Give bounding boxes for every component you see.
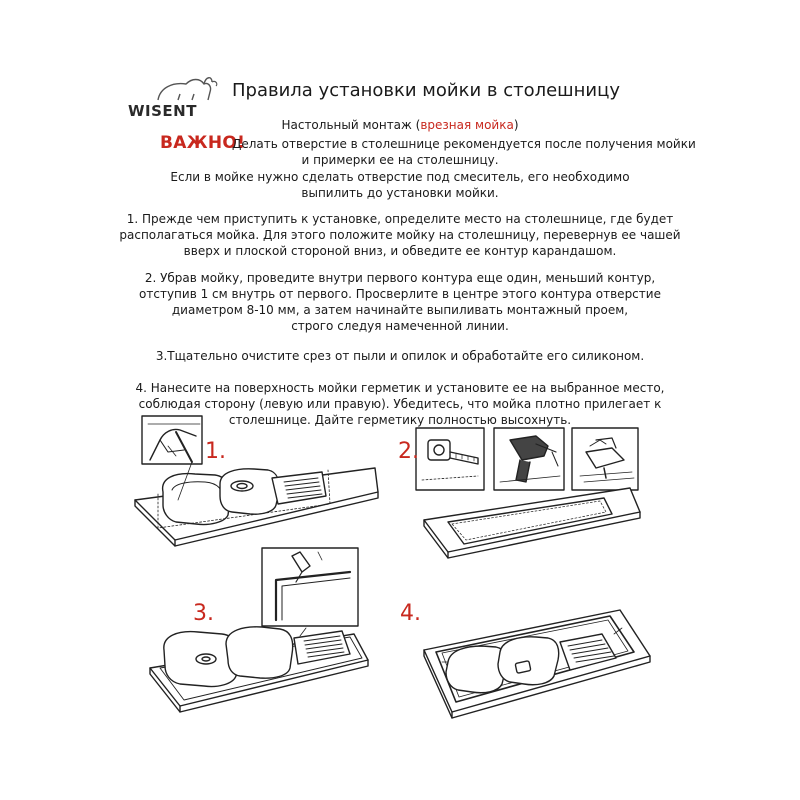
step-2-line-3: диаметром 8-10 мм, а затем начинайте выпиливать монтажный проем, — [171, 303, 629, 317]
figure-3-label: 3. — [193, 601, 214, 626]
page-title: Правила установки мойки в столешницу — [232, 80, 621, 101]
important-label: ВАЖНО! — [160, 133, 246, 153]
step-2-line-1: 2. Убрав мойку, проведите внутри первого контура еще один, меньший контур, — [144, 271, 656, 285]
figure-4-label: 4. — [400, 601, 421, 626]
figure-1-drawing — [135, 416, 378, 546]
step-1-line-3: вверх и плоской стороной вниз, и обведите ее контур карандашом. — [183, 244, 617, 258]
step-3-line-1: 3.Тщательно очистите срез от пыли и опилок и обработайте его силиконом. — [155, 349, 645, 363]
step-1-line-2: располагаться мойка. Для этого положите мойку на столешницу, перевернув ее чашей — [119, 228, 681, 242]
important-text-line-1: Делать отверстие в столешнице рекомендуется после получения мойки — [232, 137, 696, 151]
important-text-line-3: Если в мойке нужно сделать отверстие под смеситель, его необходимо — [170, 170, 630, 184]
figure-4-drawing — [424, 610, 650, 718]
step-4-line-2: соблюдая сторону (левую или правую). Убедитесь, что мойка плотно прилегает к — [138, 397, 662, 411]
brand-name: WISENT — [128, 102, 197, 120]
step-2-line-2: отступив 1 см внутрь от первого. Просверлите в центре этого контура отверстие — [139, 287, 661, 301]
step-1-line-1: 1. Прежде чем приступить к установке, определите место на столешнице, где будет — [126, 212, 674, 226]
figure-3-drawing — [150, 548, 368, 712]
important-text-line-2: и примерки ее на столешницу. — [301, 153, 499, 167]
step-2-line-4: строго следуя намеченной линии. — [291, 319, 509, 333]
figure-2-label: 2. — [398, 439, 419, 464]
step-4-line-3: столешнице. Дайте герметику полностью высохнуть. — [228, 413, 572, 427]
figure-2-drawing — [416, 428, 640, 558]
mount-suffix: ) — [513, 118, 519, 132]
figure-1-label: 1. — [205, 439, 226, 464]
step-4-line-1: 4. Нанесите на поверхность мойки герметик и установите ее на выбранное место, — [135, 381, 665, 395]
mount-prefix: Настольный монтаж ( — [281, 118, 421, 132]
important-text-line-4: выпилить до установки мойки. — [301, 186, 499, 200]
mount-type-highlight: врезная мойка — [420, 118, 514, 132]
